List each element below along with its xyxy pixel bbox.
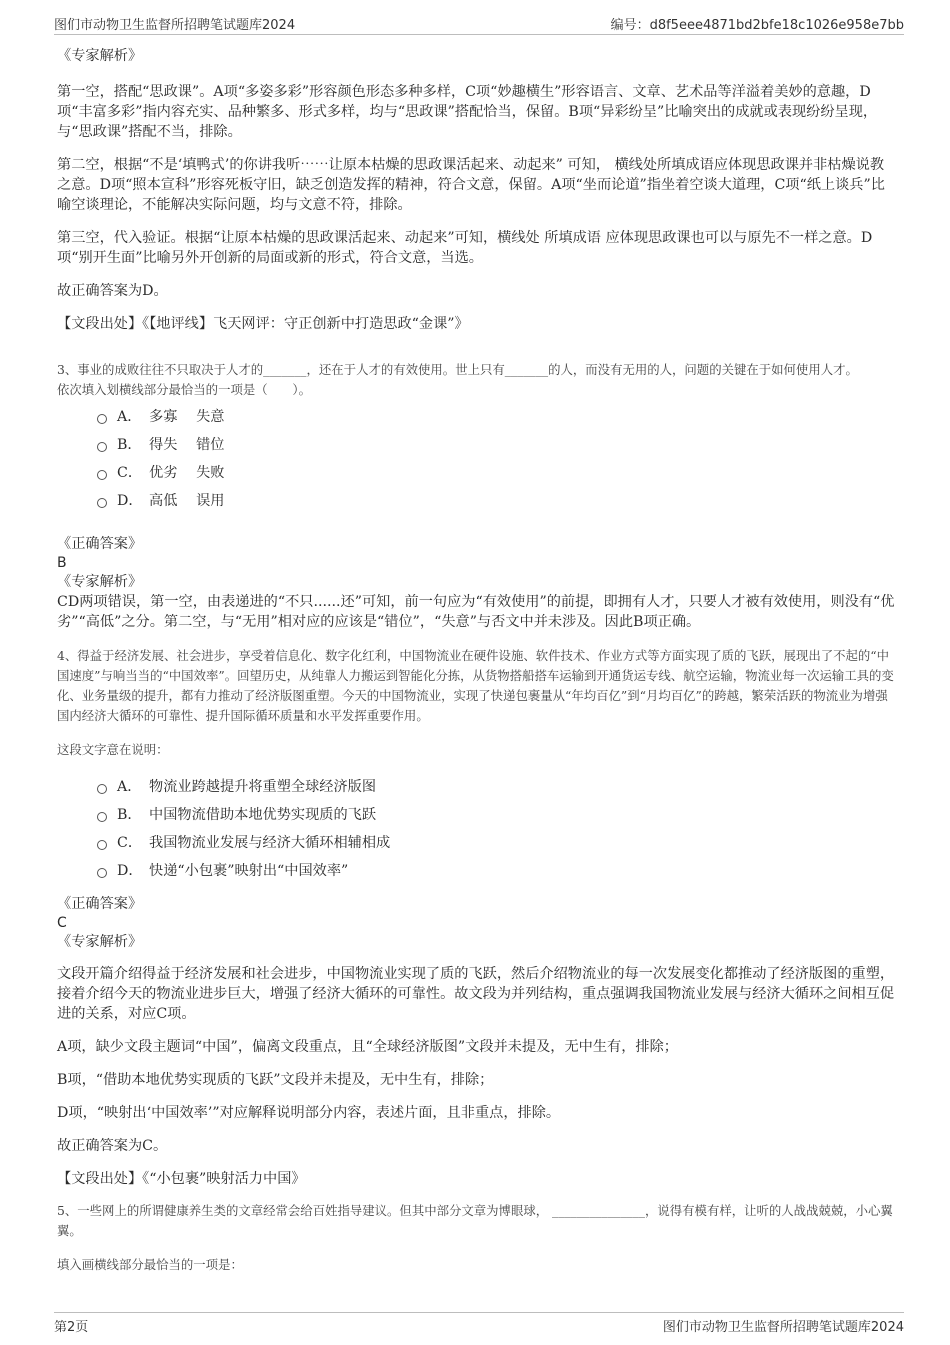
q4-stem: 4、得益于经济发展、社会进步，享受着信息化、数字化红利，中国物流业在硬件设施、软件技术、作业方式等方面实现了质的飞跃，展现出了不起的“中国速度”与响当当的“中国效率”。回望历史，从纯靠人力搬运到智能化分拣，从货物搭船搭车运输到开通货运专线、航空运输，物流业每一次运输工具的变化、业务量级的提升，都有力推动了经济版图重塑。今天的中国物流业，实现了快递包裹量从“年均百亿”到“月均百亿”的跨越，繁荣活跃的物流业为增强国内经济大循环的可靠性、提升国际循环质量和水平发挥重要作用。 bbox=[57, 648, 894, 723]
radio-icon[interactable] bbox=[97, 840, 107, 850]
radio-icon[interactable] bbox=[97, 442, 107, 452]
radio-icon[interactable] bbox=[97, 498, 107, 508]
question-5 bbox=[57, 1201, 895, 1275]
q2-analysis-paragraph-1: 第一空，搭配“思政课”。A项“多姿多彩”形容颜色形态多种多样，C项“妙趣横生”形容语言、文章、艺术品等洋溢着美妙的意趣，D项“丰富多彩”指内容充实、品种繁多、形式多样，均与“思政课”搭配恰当，保留。B项“异彩纷呈”比喻突出的成就或表现纷纷呈现，与“思政课”搭配不当，排除。 bbox=[57, 84, 878, 140]
q3-analysis: CD两项错误，第一空，由表递进的“不只......还”可知，前一句应为“有效使用”的前提，即拥有人才，只要人才被有效使用，则没有“优劣”“高低”之分。第二空，与“无用”相对应的应该是“错位”，“失意”与否文中并未涉及。因此B项正确。 bbox=[57, 594, 895, 630]
document-code: 编号：d8f5eee4871bd2bfe18c1026e958e7bb bbox=[610, 18, 904, 33]
q4-note-a: A项，缺少文段主题词“中国”，偏离文段重点，且“全球经济版图”文段并未提及，无中生有，排除； bbox=[57, 1039, 678, 1055]
q4-note-d: D项，“映射出‘中国效率’”对应解释说明部分内容，表述片面，且非重点，排除。 bbox=[57, 1105, 561, 1121]
q2-conclusion: 故正确答案为D。 bbox=[57, 283, 168, 299]
q4-option-b[interactable]: B． 中国物流借助本地优势实现质的飞跃 bbox=[97, 800, 895, 828]
q3-instruction: 依次填入划横线部分最恰当的一项是（ ）。 bbox=[57, 382, 312, 397]
q2-analysis-paragraph-2: 第二空，根据“不是‘填鸭式’的你讲我听⋯⋯让原本枯燥的思政课活起来、动起来” 可知， 横线处所填成语应体现思政课并非枯燥说教之意。D项“照本宣科”形容死板守旧，缺乏创造发挥的精神，符合文意，保留。A项“坐而论道”指坐着空谈大道理，C项“纸上谈兵”比喻空谈理论，不能解决实际问题，均与文意不符，排除。 bbox=[57, 157, 885, 213]
q5-instruction: 填入画横线部分最恰当的一项是： bbox=[57, 1257, 243, 1272]
page-footer bbox=[54, 1312, 904, 1337]
q2-analysis-paragraph-3: 第三空，代入验证。根据“让原本枯燥的思政课活起来、动起来”可知，横线处 所填成语 应体现思政课也可以与原先不一样之意。D项“别开生面”比喻另外开创新的局面或新的形式，符合文意，当选。 bbox=[57, 230, 873, 266]
q4-option-c[interactable]: C． 我国物流业发展与经济大循环相辅相成 bbox=[97, 828, 895, 856]
q4-answer-label: 《正确答案》 bbox=[57, 896, 143, 912]
radio-icon[interactable] bbox=[97, 812, 107, 822]
q3-option-c[interactable]: C． 优劣 失败 bbox=[97, 458, 895, 486]
q3-option-a[interactable]: A． 多寡 失意 bbox=[97, 402, 895, 430]
footer-title: 图们市动物卫生监督所招聘笔试题库2024 bbox=[662, 1320, 904, 1335]
q4-analysis-label: 《专家解析》 bbox=[57, 934, 143, 950]
q5-stem: 5、一些网上的所谓健康养生类的文章经常会给百姓指导建议。但其中部分文章为博眼球， _______________，说得有模有样，让听的人战战兢兢，小心翼翼。 bbox=[57, 1203, 893, 1238]
radio-icon[interactable] bbox=[97, 868, 107, 878]
radio-icon[interactable] bbox=[97, 414, 107, 424]
question-4 bbox=[57, 646, 895, 1189]
radio-icon[interactable] bbox=[97, 470, 107, 480]
page-header bbox=[54, 14, 904, 35]
q4-note-b: B项，“借助本地优势实现质的飞跃”文段并未提及，无中生有，排除； bbox=[57, 1072, 494, 1088]
q4-analysis: 文段开篇介绍得益于经济发展和社会进步，中国物流业实现了质的飞跃，然后介绍物流业的每一次发展变化都推动了经济版图的重塑，接着介绍今天的物流业进步巨大，增强了经济大循环的可靠性。故文段为并列结构，重点强调我国物流业发展与经济大循环之间相互促进的关系，对应C项。 bbox=[57, 966, 895, 1022]
q3-option-d[interactable]: D． 高低 误用 bbox=[97, 486, 895, 514]
q4-option-a[interactable]: A． 物流业跨越提升将重塑全球经济版图 bbox=[97, 772, 895, 800]
q4-options bbox=[97, 772, 895, 884]
q3-answer: B bbox=[57, 555, 67, 571]
q3-analysis-label: 《专家解析》 bbox=[57, 574, 143, 590]
q2-source: 【文段出处】《【地评线】飞天网评：守正创新中打造思政“金课”》 bbox=[57, 316, 469, 332]
page-content bbox=[57, 46, 895, 1275]
q2-analysis-label: 《专家解析》 bbox=[57, 48, 143, 64]
q3-answer-label: 《正确答案》 bbox=[57, 536, 143, 552]
q3-stem: 3、事业的成败往往不只取决于人才的_______，还在于人才的有效使用。世上只有_______的人，而没有无用的人，问题的关键在于如何使用人才。 bbox=[57, 362, 858, 377]
page-number: 第2页 bbox=[54, 1320, 89, 1335]
q4-answer: C bbox=[57, 915, 67, 931]
question-3 bbox=[57, 360, 895, 632]
q4-conclusion: 故正确答案为C。 bbox=[57, 1138, 168, 1154]
q3-options bbox=[97, 402, 895, 514]
header-title: 图们市动物卫生监督所招聘笔试题库2024 bbox=[54, 18, 296, 33]
q4-source: 【文段出处】《“小包裹”映射活力中国》 bbox=[57, 1171, 306, 1187]
radio-icon[interactable] bbox=[97, 784, 107, 794]
q4-instruction: 这段文字意在说明： bbox=[57, 742, 169, 757]
q3-option-b[interactable]: B． 得失 错位 bbox=[97, 430, 895, 458]
q4-option-d[interactable]: D． 快递“小包裹”映射出“中国效率” bbox=[97, 856, 895, 884]
